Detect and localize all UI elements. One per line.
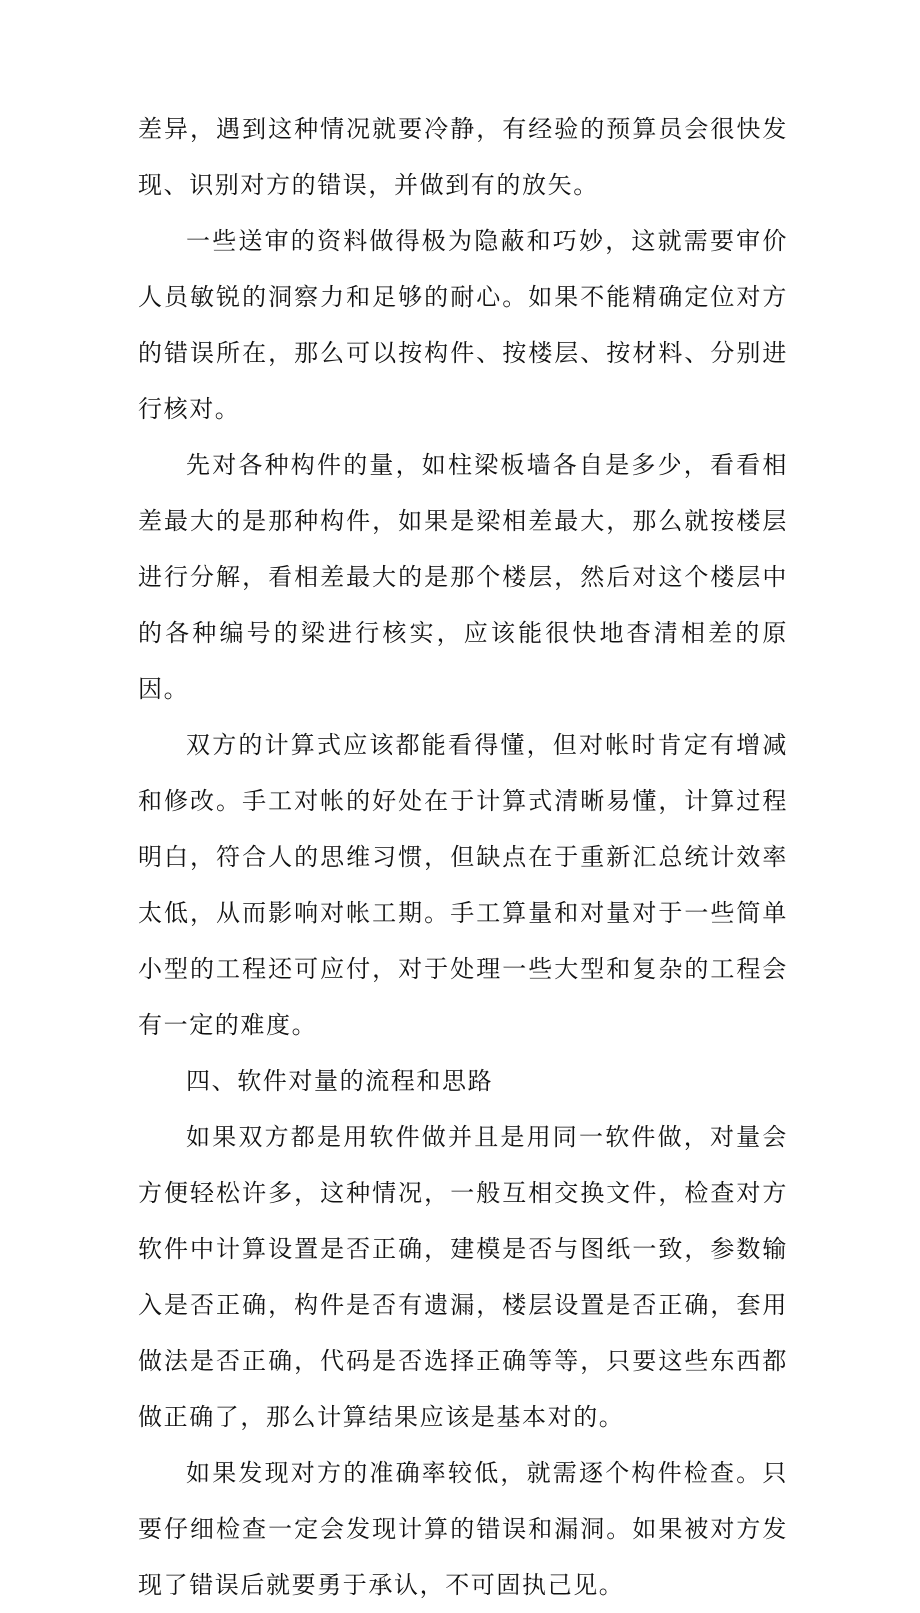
paragraph-1: 差异，遇到这种情况就要冷静，有经验的预算员会很快发现、识别对方的错误，并做到有的放矢。 (138, 115, 788, 199)
document-body (138, 101, 788, 1613)
paragraph-6: 如果发现对方的准确率较低，就需逐个构件检查。只要仔细检查一定会发现计算的错误和漏洞。如果被对方发现了错误后就要勇于承认，不可固执己见。 (138, 1459, 788, 1599)
paragraph-2: 一些送审的资料做得极为隐蔽和巧妙，这就需要审价人员敏锐的洞察力和足够的耐心。如果不能精确定位对方的错误所在，那么可以按构件、按楼层、按材料、分别进行核对。 (138, 227, 788, 423)
paragraph-5: 如果双方都是用软件做并且是用同一软件做，对量会方便轻松许多，这种情况，一般互相交换文件，检查对方软件中计算设置是否正确，建模是否与图纸一致，参数输入是否正确，构件是否有遗漏，楼层设置是否正确，套用做法是否正确，代码是否选择正确等等，只要这些东西都做正确了，那么计算结果应该是基本对的。 (138, 1123, 788, 1431)
section-heading: 四、软件对量的流程和思路 (186, 1067, 494, 1095)
paragraph-3: 先对各种构件的量，如柱梁板墙各自是多少，看看相差最大的是那种构件，如果是梁相差最大，那么就按楼层进行分解，看相差最大的是那个楼层，然后对这个楼层中的各种编号的梁进行核实，应该能很快地杳清相差的原因。 (138, 451, 788, 703)
paragraph-4: 双方的计算式应该都能看得懂，但对帐时肯定有增减和修改。手工对帐的好处在于计算式清晰易懂，计算过程明白，符合人的思维习惯，但缺点在于重新汇总统计效率太低，从而影响对帐工期。手工算量和对量对于一些简单小型的工程还可应付，对于处理一些大型和复杂的工程会有一定的难度。 (138, 731, 788, 1039)
